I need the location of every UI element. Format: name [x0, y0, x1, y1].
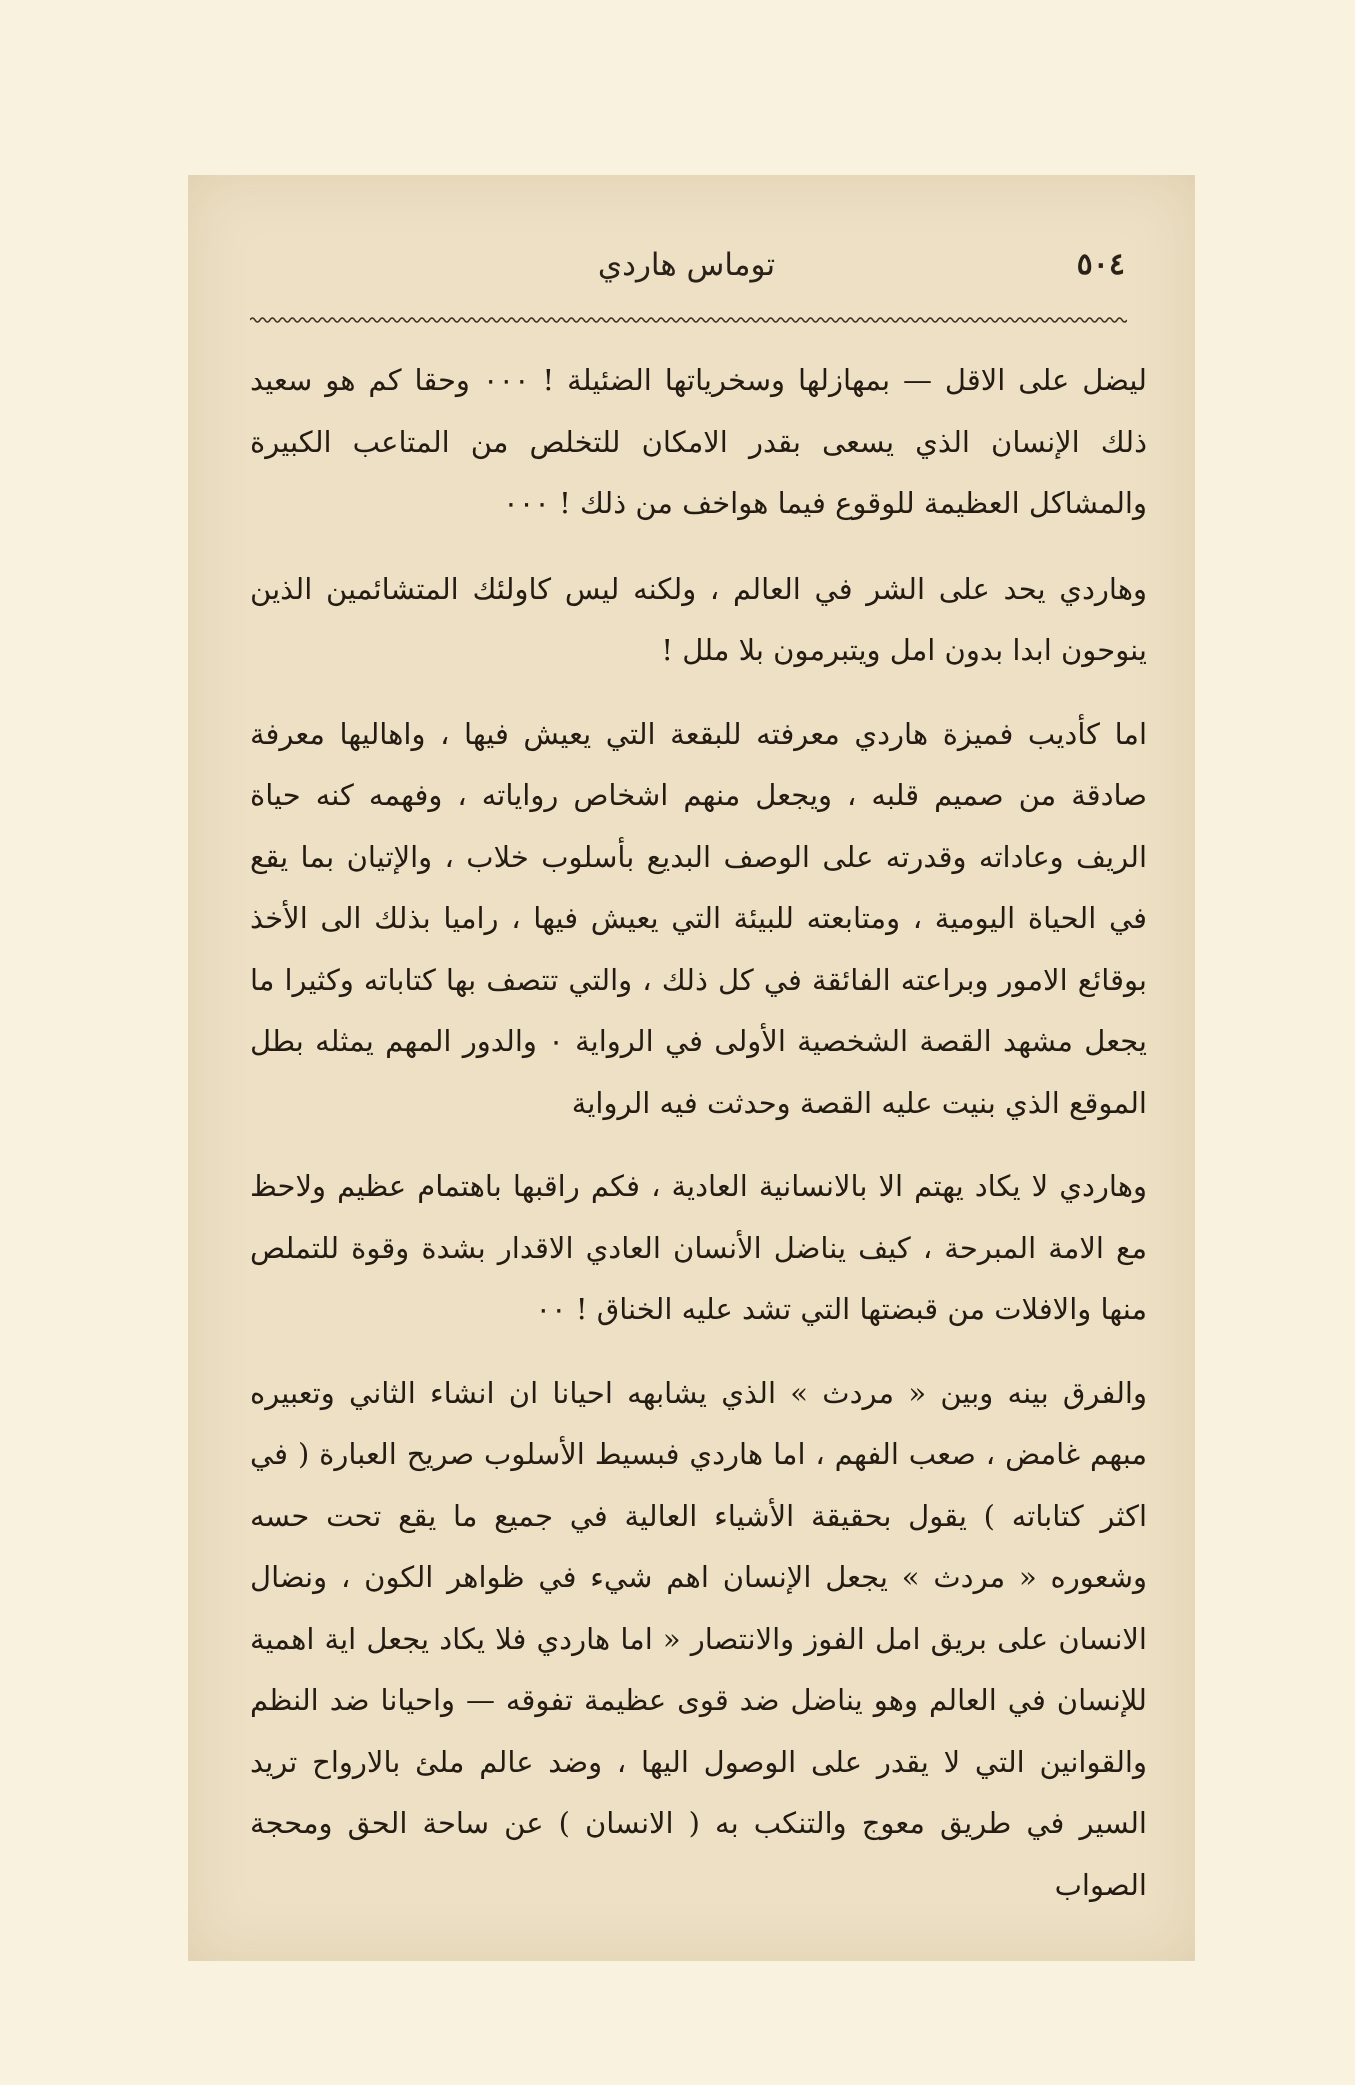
body-text	[250, 350, 1147, 1938]
book-page	[188, 175, 1195, 1961]
page-header	[248, 247, 1125, 307]
header-rule	[250, 315, 1127, 325]
paragraph-1: ليضل على الاقل — بمهازلها وسخرياتها الضئيلة ! ٠٠٠ وحقا كم هو سعيد ذلك الإنسان الذي يسعى بقدر الامكان للتخلص من المتاعب الكبيرة والمشاكل العظيمة للوقوع فيما هواخف من ذلك ! ٠٠٠	[250, 363, 1148, 520]
running-title: توماس هاردي	[597, 247, 776, 283]
paragraph-3: اما كأديب فميزة هاردي معرفته للبقعة التي يعيش فيها ، واهاليها معرفة صادقة من صميم قلبه ، ويجعل منهم اشخاص رواياته ، وفهمه كنه حياة الريف وعاداته وقدرته على الوصف البديع بأسلوب خلاب ، والإتيان بما يقع في الحياة اليومية ، ومتابعته للبيئة التي يعيش فيها ، راميا بذلك الى الأخذ بوقائع الامور وبراعته الفائقة في كل ذلك ، والتي تتصف بها كتاباته وكثيرا ما يجعل مشهد القصة الشخصية الأولى في الرواية ٠ والدور المهم يمثله بطل الموقع الذي بنيت عليه القصة وحدثت فيه الرواية	[250, 716, 1147, 1120]
paragraph-5: والفرق بينه وبين « مردث » الذي يشابهه احيانا ان انشاء الثاني وتعبيره مبهم غامض ، صعب الفهم ، اما هاردي فبسيط الأسلوب صريح العبارة ( في اكثر كتاباته ) يقول بحقيقة الأشياء العالية في جميع ما يقع تحت حسه وشعوره « مردث » يجعل الإنسان اهم شيء في ظواهر الكون ، ونضال الانسان على بريق امل الفوز والانتصار « اما هاردي فلا يكاد يجعل اية اهمية للإنسان في العالم وهو يناضل ضد قوى عظيمة تفوقه — واحيانا ضد النظم والقوانين التي لا يقدر على الوصول اليها ، وضد عالم ملئ بالارواح تريد السير في طريق معوج والتنكب به ( الانسان ) عن ساحة الحق ومحجة الصواب	[250, 1375, 1147, 1902]
paragraph-4: وهاردي لا يكاد يهتم الا بالانسانية العادية ، فكم راقبها باهتمام عظيم ولاحظ مع الامة المبرحة ، كيف يناضل الأنسان العادي الاقدار بشدة وقوة للتملص منها والافلات من قبضتها التي تشد عليه الخناق ! ٠٠	[250, 1169, 1147, 1326]
paragraph-2: وهاردي يحد على الشر في العالم ، ولكنه ليس كاولئك المتشائمين الذين ينوحون ابدا بدون امل ويتبرمون بلا ملل !	[250, 571, 1147, 667]
wavy-rule-line	[250, 315, 1127, 325]
page-number: ٥٠٤	[1076, 247, 1125, 282]
